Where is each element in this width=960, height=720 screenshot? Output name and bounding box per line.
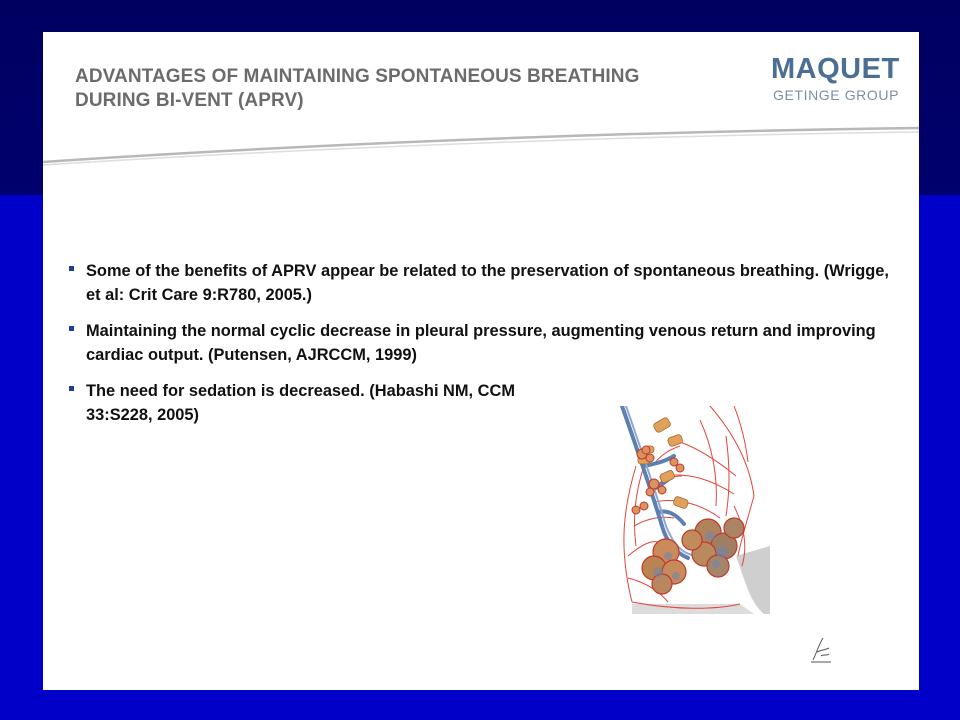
artist-signature xyxy=(809,634,833,664)
maquet-logo xyxy=(771,52,905,108)
slide-title xyxy=(75,65,755,113)
header-swoosh-divider xyxy=(43,120,919,170)
logo-group-text: GETINGE GROUP xyxy=(773,87,900,103)
bullet-text: Maintaining the normal cyclic decrease in pleural pressure, augmenting venous return and improving cardiac output. (Putensen, AJRCCM, 1999) xyxy=(86,322,876,364)
slide-title-line-2: DURING BI-VENT (APRV) xyxy=(75,90,304,111)
bullet-item xyxy=(67,319,897,367)
bullet-item xyxy=(67,259,897,307)
bullet-marker xyxy=(69,386,74,391)
bullet-item xyxy=(67,379,586,427)
slide-title-line-1: ADVANTAGES OF MAINTAINING SPONTANEOUS BREATHING xyxy=(75,66,640,87)
bullet-marker xyxy=(69,266,74,271)
slide-canvas xyxy=(43,32,919,690)
alveoli-capillary-illustration xyxy=(614,406,770,614)
bullet-text: The need for sedation is decreased. (Habashi NM, CCM 33:S228, 2005) xyxy=(86,382,515,424)
bullet-text: Some of the benefits of APRV appear be related to the preservation of spontaneous breathing. (Wrigge, et al: Crit Care 9:R780, 2005.) xyxy=(86,262,889,304)
bullet-list xyxy=(67,259,897,439)
logo-brand-text: MAQUET xyxy=(771,53,900,85)
bullet-marker xyxy=(69,326,74,331)
